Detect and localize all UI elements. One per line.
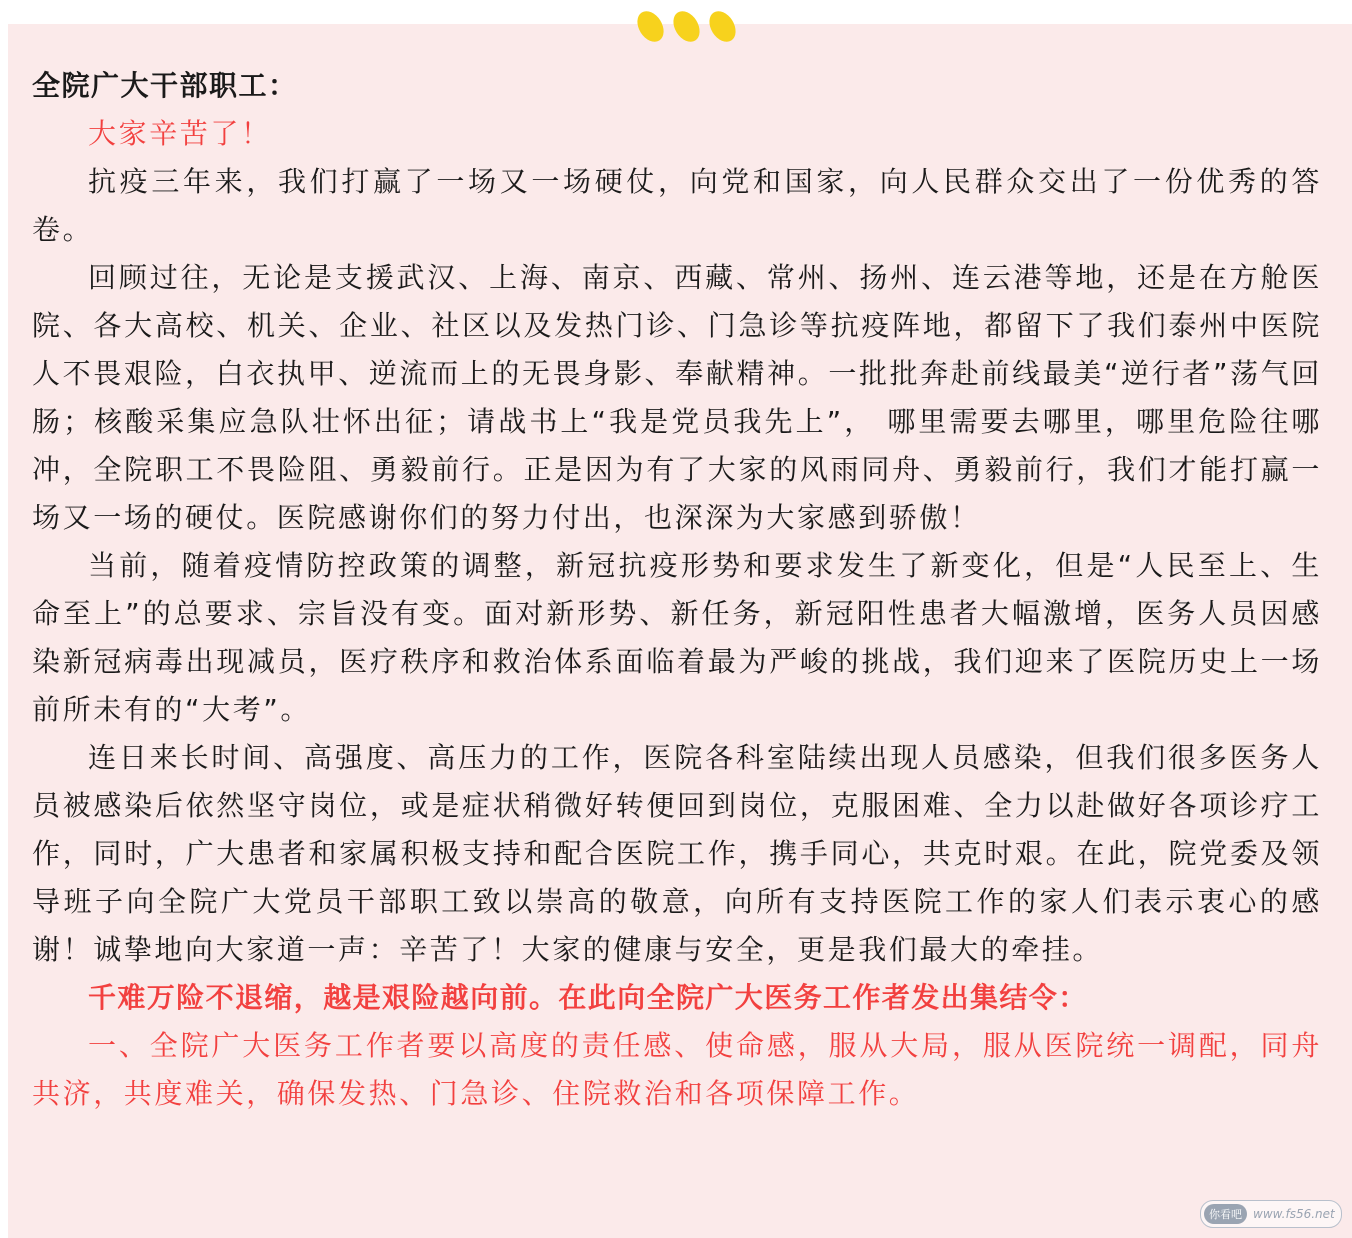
call-to-action: 千难万险不退缩，越是艰险越向前。在此向全院广大医务工作者发出集结令： [88, 981, 1088, 1014]
paragraph: 连日来长时间、高强度、高压力的工作，医院各科室陆续出现人员感染，但我们很多医务人员被感染后依然坚守岗位，或是症状稍微好转便回到岗位，克服困难、全力以赴做好各项诊疗工作，同时，广大患者和家属积极支持和配合医院工作，携手同心，共克时艰。在此，院党委及领导班子向全院广大党员干部职工致以崇高的敬意，向所有支持医院工作的家人们表示衷心的感谢！诚挚地向大家道一声：辛苦了！大家的健康与安全，更是我们最大的牵挂。 [32, 741, 1322, 966]
paragraph: 当前，随着疫情防控政策的调整，新冠抗疫形势和要求发生了新变化，但是“人民至上、生命至上”的总要求、宗旨没有变。面对新形势、新任务，新冠阳性患者大幅激增，医务人员因感染新冠病毒出现减员，医疗秩序和救治体系面临着最为严峻的挑战，我们迎来了医院历史上一场前所未有的“大考”。 [32, 549, 1322, 726]
watermark-badge: 你看吧 [1204, 1204, 1247, 1224]
dot-icon [668, 6, 705, 46]
dot-icon [632, 6, 669, 46]
letter-greeting: 全院广大干部职工： [32, 69, 298, 102]
yellow-dots-decoration-icon [637, 6, 747, 46]
watermark-site: www.fs56.net [1253, 1207, 1335, 1221]
site-watermark [1200, 1200, 1342, 1228]
opening-line: 大家辛苦了！ [88, 117, 272, 150]
dot-icon [704, 6, 741, 46]
directive-item-one: 一、全院广大医务工作者要以高度的责任感、使命感，服从大局，服从医院统一调配，同舟共济，共度难关，确保发热、门急诊、住院救治和各项保障工作。 [32, 1029, 1322, 1110]
letter-body [32, 62, 1322, 1118]
paragraph: 回顾过往，无论是支援武汉、上海、南京、西藏、常州、扬州、连云港等地，还是在方舱医院、各大高校、机关、企业、社区以及发热门诊、门急诊等抗疫阵地，都留下了我们泰州中医院人不畏艰险，白衣执甲、逆流而上的无畏身影、奉献精神。一批批奔赴前线最美“逆行者”荡气回肠；核酸采集应急队壮怀出征；请战书上“我是党员我先上”， 哪里需要去哪里，哪里危险往哪冲，全院职工不畏险阻、勇毅前行。正是因为有了大家的风雨同舟、勇毅前行，我们才能打赢一场又一场的硬仗。医院感谢你们的努力付出，也深深为大家感到骄傲！ [32, 261, 1322, 534]
paragraph: 抗疫三年来，我们打赢了一场又一场硬仗，向党和国家，向人民群众交出了一份优秀的答卷。 [32, 165, 1322, 246]
